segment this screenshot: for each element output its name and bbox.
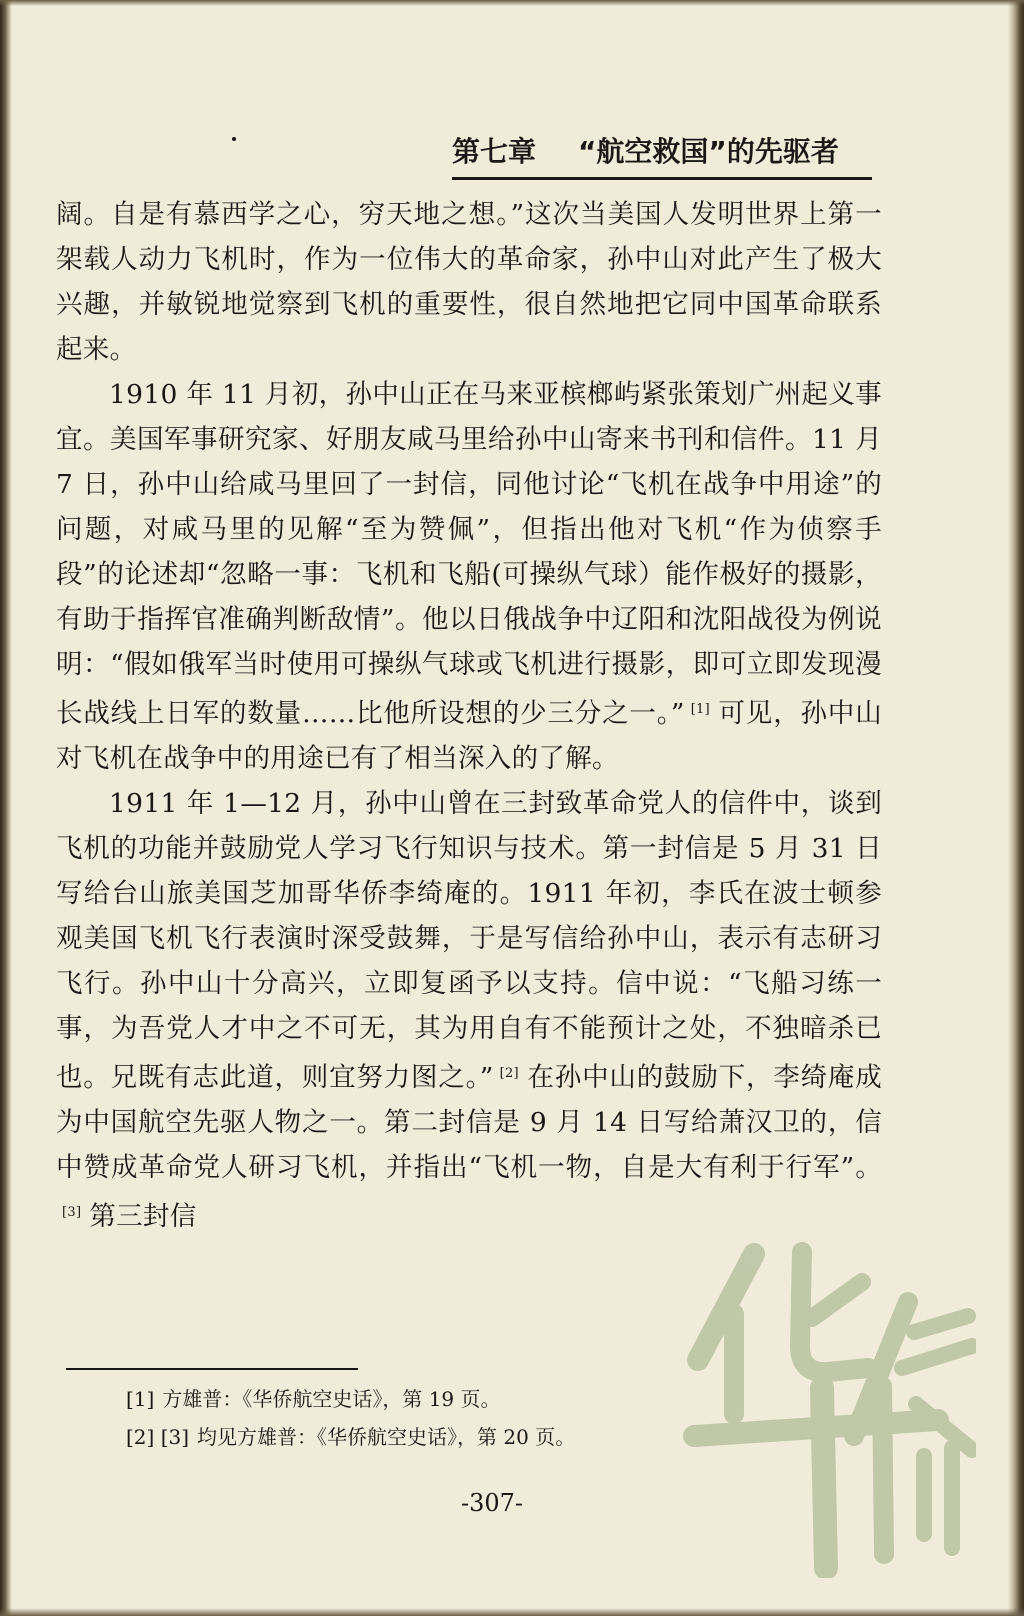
page-number: -307- xyxy=(460,1489,524,1517)
page-edge-right xyxy=(1008,0,1024,1616)
footnote-ref-2: [2] xyxy=(499,1066,519,1081)
running-header xyxy=(452,130,872,174)
paragraph-3-text-mid: 在孙中山的鼓励下，李绮庵成为中国航空先驱人物之一。第二封信是 9 月 14 日写给萧汉卫的，信中赞成革命党人研习飞机，并指出“飞机一物，自是大有利于行军”。 xyxy=(56,1062,882,1183)
footnote-1 xyxy=(126,1380,826,1418)
paragraph-3-text-end: 第三封信 xyxy=(89,1201,197,1232)
footnotes xyxy=(126,1380,826,1456)
page-edge-bottom xyxy=(0,1608,1024,1616)
footnote-ref-1: [1] xyxy=(690,702,711,717)
paragraph-2 xyxy=(56,372,882,781)
header-rule xyxy=(452,177,872,180)
paragraph-2-text: 1910 年 11 月初，孙中山正在马来亚槟榔屿紧张策划广州起义事宜。美国军事研究家、好朋友咸马里给孙中山寄来书刊和信件。11 月 7 日，孙中山给咸马里回了一封信，同他讨论“飞机在战争中用途”的问题，对咸马里的见解“至为赞佩”，但指出他对飞机“作为侦察手段”的论述却“忽略一事：飞机和飞船(可操纵气球）能作极好的摄影，有助于指挥官准确判断敌情”。他以日俄战争中辽阳和沈阳战役为例说明：“假如俄军当时使用可操纵气球或飞机进行摄影，即可立即发现漫长战线上日军的数量……比他所设想的少三分之一。” xyxy=(56,379,882,729)
footnote-rule xyxy=(66,1368,358,1370)
paragraph-3-text: 1911 年 1—12 月，孙中山曾在三封致革命党人的信件中，谈到飞机的功能并鼓励党人学习飞行知识与技术。第一封信是 5 月 31 日写给台山旅美国芝加哥华侨李绮庵的。1911 年初，李氏在波士顿参观美国飞机飞行表演时深受鼓舞，于是写信给孙中山，表示有志研习飞行。孙中山十分高兴，立即复函予以支持。信中说：“飞船习练一事，为吾党人才中之不可无，其为用自有不能预计之处，不独暗杀已也。兄既有志此道，则宜努力图之。” xyxy=(56,788,882,1093)
page-edge-top xyxy=(0,0,1024,6)
footnote-2-text: 均见方雄普：《华侨航空史话》，第 20 页。 xyxy=(197,1425,576,1449)
ink-speck xyxy=(232,137,236,141)
paragraph-1: 阔。自是有慕西学之心，穷天地之想。”这次当美国人发明世界上第一架载人动力飞机时，作为一位伟大的革命家，孙中山对此产生了极大兴趣，并敏锐地觉察到飞机的重要性，很自然地把它同中国革命联系起来。 xyxy=(56,199,882,365)
footnote-2-number: [2] [3] xyxy=(126,1425,190,1449)
paragraph-3 xyxy=(56,781,882,1239)
paragraph-2-text-end: 可见，孙中山对飞机在战争中的用途已有了相当深入的了解。 xyxy=(56,698,882,774)
page-edge-left xyxy=(0,0,12,1616)
footnote-ref-3: [3] xyxy=(62,1205,82,1220)
footnote-1-text: 方雄普：《华侨航空史话》，第 19 页。 xyxy=(162,1387,501,1411)
footnote-2 xyxy=(126,1418,826,1456)
chapter-label: 第七章 xyxy=(452,135,537,168)
footnote-1-number: [1] xyxy=(126,1387,155,1411)
body-text xyxy=(56,192,882,1239)
chapter-title: “航空救国”的先驱者 xyxy=(578,135,839,168)
